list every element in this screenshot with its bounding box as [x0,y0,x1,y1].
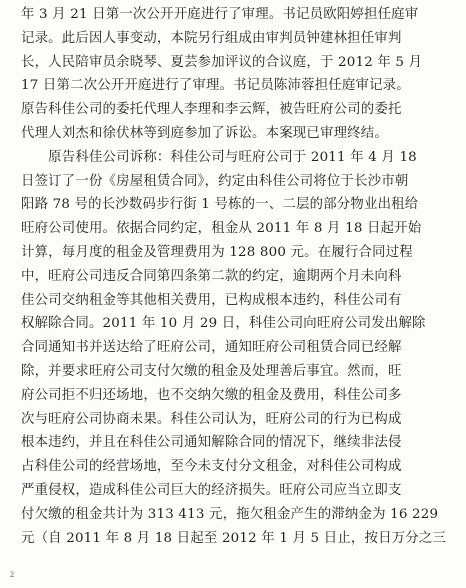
text-line: 府公司拒不归还场地，也不交纳欠缴的租金及费用，科佳公司多 [21,387,402,403]
body-text [21,3,451,550]
text-line: 计算，每月度的租金及管理费用为 128 800 元。在履行合同过程 [21,244,413,260]
text-line: 长，人民陪审员余晓琴、夏芸参加评议的合议庭，于 2012 年 5 月 [21,54,423,70]
text-line: 除，并要求旺府公司支付欠缴的租金及处理善后事宜。然而，旺 [21,363,402,379]
text-line: 日签订了一份《房屋租赁合同》，约定由科佳公司将位于长沙市朝 [21,173,409,189]
text-line: 阳路 78 号的长沙数码步行街 1 号栋的一、二层的部分物业出租给 [21,197,419,213]
text-line: 合同通知书并送达给了旺府公司，通知旺府公司租赁合同已经解 [21,340,402,356]
text-line: 旺府公司使用。依据合同约定，租金从 2011 年 8 月 18 日起开始 [21,221,422,237]
text-line: 占科佳公司的经营场地，至今未支付分文租金，对科佳公司构成 [21,459,402,475]
text-line: 记录。此后因人事变动，本院另行组成由审判员钟建林担任审判 [21,30,402,46]
text-line: 17 日第二次公开开庭进行了审理。书记员陈沛蓉担任庭审记录。 [21,78,410,94]
text-line: 原告科佳公司的委托代理人李理和李云辉，被告旺府公司的委托 [21,102,402,118]
text-line: 代理人刘杰和徐伏林等到庭参加了诉讼。本案现已审理终结。 [21,125,388,141]
text-line: 次与旺府公司协商未果。科佳公司认为，旺府公司的行为已构成 [21,411,402,427]
text-line: 根本违约，并且在科佳公司通知解除合同的情况下，继续非法侵 [21,435,402,451]
text-line: 中，旺府公司违反合同第四条第二款的约定，逾期两个月未向科 [21,268,402,284]
text-line: 权解除合同。2011 年 10 月 29 日，科佳公司向旺府公司发出解除 [21,316,426,332]
text-line: 佳公司交纳租金等其他相关费用，已构成根本违约，科佳公司有 [21,292,402,308]
text-line: 年 3 月 21 日第一次公开开庭进行了审理。书记员欧阳婷担任庭审 [21,7,419,22]
text-line: 严重侵权，造成科佳公司巨大的经济损失。旺府公司应当立即支 [21,482,402,498]
page-number: 2 [10,570,14,579]
text-line: 元（自 2011 年 8 月 18 日起至 2012 年 1 月 5 日止，按日万分之三 [21,530,447,546]
text-line: 付欠缴的租金共计为 313 413 元，拖欠租金产生的滞纳金为 16 229 [21,506,439,522]
text-line: 原告科佳公司诉称：科佳公司与旺府公司于 2011 年 4 月 18 [21,149,417,165]
